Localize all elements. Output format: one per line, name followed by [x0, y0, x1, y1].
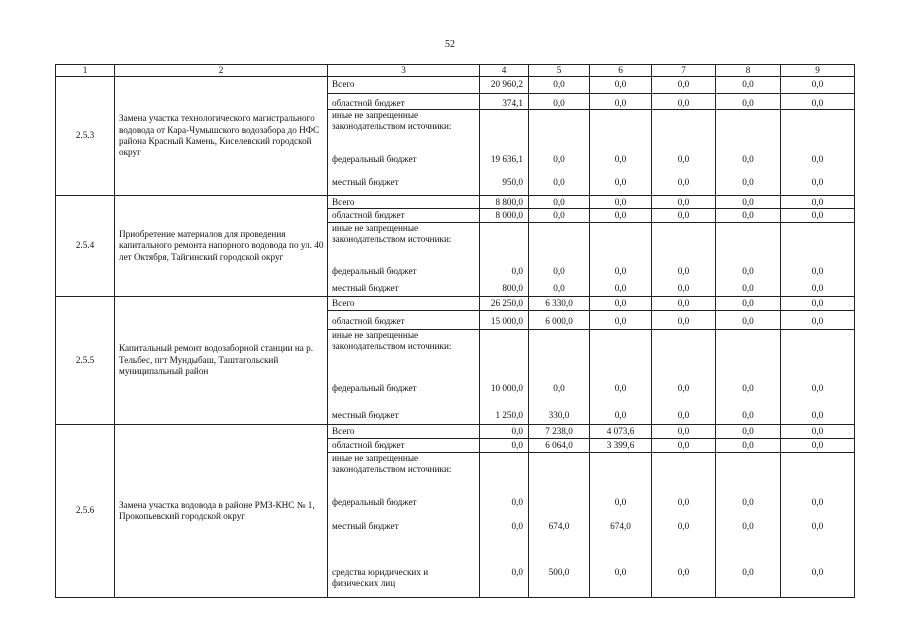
value-cell: 0,0 [652, 494, 716, 515]
value-cell [590, 110, 652, 149]
value-cell: 0,0 [716, 196, 781, 209]
value-cell: 0,0 [590, 196, 652, 209]
funding-source: Всего [328, 196, 480, 209]
value-cell: 0,0 [652, 77, 716, 94]
value-cell [781, 330, 855, 379]
value-cell: 674,0 [529, 515, 590, 539]
value-cell: 0,0 [590, 263, 652, 281]
page-number: 52 [445, 39, 455, 50]
value-cell: 0,0 [781, 494, 855, 515]
value-cell: 0,0 [652, 439, 716, 453]
value-cell [716, 453, 781, 494]
column-header: 8 [716, 65, 781, 77]
value-cell: 800,0 [480, 281, 529, 297]
value-cell: 4 073,6 [590, 425, 652, 439]
value-cell: 0,0 [529, 379, 590, 402]
value-cell: 0,0 [652, 196, 716, 209]
value-cell: 0,0 [590, 173, 652, 196]
funding-source: местный бюджет [328, 402, 480, 425]
value-cell: 0,0 [652, 263, 716, 281]
value-cell: 0,0 [716, 311, 781, 330]
value-cell: 10 000,0 [480, 379, 529, 402]
value-cell: 950,0 [480, 173, 529, 196]
funding-source: иные не запрещенные законодательством источники: [328, 453, 480, 494]
funding-source: федеральный бюджет [328, 149, 480, 173]
column-header: 6 [590, 65, 652, 77]
value-cell: 0,0 [480, 425, 529, 439]
funding-source: иные не запрещенные законодательством источники: [328, 110, 480, 149]
value-cell: 0,0 [781, 439, 855, 453]
funding-source: местный бюджет [328, 173, 480, 196]
value-cell: 0,0 [590, 379, 652, 402]
value-cell: 0,0 [529, 209, 590, 223]
value-cell: 0,0 [652, 379, 716, 402]
value-cell: 674,0 [590, 515, 652, 539]
value-cell: 1 250,0 [480, 402, 529, 425]
value-cell [480, 453, 529, 494]
value-cell: 0,0 [480, 515, 529, 539]
value-cell: 0,0 [529, 173, 590, 196]
column-header: 4 [480, 65, 529, 77]
value-cell: 0,0 [590, 209, 652, 223]
value-cell: 0,0 [716, 297, 781, 311]
value-cell: 0,0 [529, 94, 590, 110]
value-cell [590, 453, 652, 494]
value-cell: 0,0 [716, 425, 781, 439]
column-header: 1 [56, 65, 115, 77]
value-cell: 8 800,0 [480, 196, 529, 209]
row-title: Капитальный ремонт водозаборной станции на р. Тельбес, пгт Мундыбаш, Таштагольский муниципальный район [115, 297, 328, 425]
funding-source: иные не запрещенные законодательством источники: [328, 223, 480, 263]
value-cell: 0,0 [716, 402, 781, 425]
column-header: 7 [652, 65, 716, 77]
value-cell: 8 000,0 [480, 209, 529, 223]
value-cell: 0,0 [652, 149, 716, 173]
value-cell: 0,0 [716, 379, 781, 402]
value-cell: 0,0 [529, 149, 590, 173]
value-cell [652, 223, 716, 263]
value-cell [529, 223, 590, 263]
funding-source: Всего [328, 77, 480, 94]
value-cell: 0,0 [781, 209, 855, 223]
value-cell: 0,0 [480, 494, 529, 515]
value-cell: 0,0 [652, 94, 716, 110]
value-cell: 0,0 [529, 263, 590, 281]
value-cell [716, 110, 781, 149]
column-header: 5 [529, 65, 590, 77]
value-cell: 0,0 [652, 173, 716, 196]
value-cell: 6 330,0 [529, 297, 590, 311]
value-cell: 6 000,0 [529, 311, 590, 330]
value-cell: 0,0 [716, 439, 781, 453]
value-cell [781, 453, 855, 494]
value-cell [716, 330, 781, 379]
row-title: Замена участка водовода в районе РМЗ-КНС № 1, Прокопьевский городской округ [115, 425, 328, 598]
value-cell: 7 238,0 [529, 425, 590, 439]
funding-source: местный бюджет [328, 281, 480, 297]
value-cell: 0,0 [652, 281, 716, 297]
value-cell: 330,0 [529, 402, 590, 425]
value-cell [590, 330, 652, 379]
value-cell: 0,0 [652, 425, 716, 439]
value-cell: 0,0 [781, 173, 855, 196]
value-cell: 0,0 [716, 94, 781, 110]
value-cell: 0,0 [480, 439, 529, 453]
value-cell: 0,0 [781, 263, 855, 281]
column-header: 2 [115, 65, 328, 77]
value-cell: 3 399,6 [590, 439, 652, 453]
value-cell: 0,0 [480, 263, 529, 281]
row-code: 2.5.3 [56, 77, 115, 196]
value-cell: 0,0 [590, 311, 652, 330]
value-cell [652, 330, 716, 379]
column-header: 9 [781, 65, 855, 77]
value-cell: 0,0 [590, 77, 652, 94]
funding-source: иные не запрещенные законодательством источники: [328, 330, 480, 379]
value-cell: 0,0 [652, 311, 716, 330]
value-cell: 0,0 [716, 515, 781, 539]
value-cell: 0,0 [716, 494, 781, 515]
funding-source: Всего [328, 425, 480, 439]
value-cell [480, 223, 529, 263]
value-cell: 0,0 [480, 539, 529, 598]
value-cell: 0,0 [781, 196, 855, 209]
funding-source: федеральный бюджет [328, 379, 480, 402]
row-code: 2.5.6 [56, 425, 115, 598]
funding-source: областной бюджет [328, 439, 480, 453]
value-cell: 19 636,1 [480, 149, 529, 173]
value-cell: 0,0 [716, 539, 781, 598]
value-cell [529, 494, 590, 515]
value-cell [529, 110, 590, 149]
value-cell: 0,0 [716, 281, 781, 297]
value-cell [529, 330, 590, 379]
value-cell: 0,0 [781, 539, 855, 598]
value-cell: 0,0 [781, 281, 855, 297]
funding-source: федеральный бюджет [328, 494, 480, 515]
value-cell [590, 223, 652, 263]
value-cell: 500,0 [529, 539, 590, 598]
value-cell: 0,0 [781, 379, 855, 402]
value-cell: 374,1 [480, 94, 529, 110]
funding-source: областной бюджет [328, 311, 480, 330]
value-cell: 0,0 [781, 94, 855, 110]
row-title: Замена участка технологического магистрального водовода от Кара-Чумышского водозабора до НФС района Красный Камень, Киселевский городской округ [115, 77, 328, 196]
value-cell: 0,0 [781, 297, 855, 311]
value-cell: 0,0 [716, 263, 781, 281]
value-cell: 0,0 [652, 539, 716, 598]
value-cell: 0,0 [781, 515, 855, 539]
funding-source: средства юридических и физических лиц [328, 539, 480, 598]
funding-source: местный бюджет [328, 515, 480, 539]
value-cell: 0,0 [716, 77, 781, 94]
row-code: 2.5.4 [56, 196, 115, 297]
funding-source: областной бюджет [328, 209, 480, 223]
value-cell: 0,0 [529, 77, 590, 94]
value-cell: 6 064,0 [529, 439, 590, 453]
value-cell: 0,0 [652, 515, 716, 539]
value-cell: 0,0 [781, 77, 855, 94]
value-cell: 0,0 [781, 311, 855, 330]
value-cell: 0,0 [716, 149, 781, 173]
value-cell [652, 453, 716, 494]
value-cell: 0,0 [781, 425, 855, 439]
value-cell: 0,0 [590, 94, 652, 110]
value-cell: 0,0 [652, 297, 716, 311]
value-cell: 15 000,0 [480, 311, 529, 330]
value-cell: 0,0 [716, 209, 781, 223]
value-cell: 0,0 [529, 196, 590, 209]
value-cell: 0,0 [716, 173, 781, 196]
value-cell: 0,0 [652, 402, 716, 425]
funding-source: областной бюджет [328, 94, 480, 110]
funding-source: федеральный бюджет [328, 263, 480, 281]
funding-source: Всего [328, 297, 480, 311]
value-cell [480, 330, 529, 379]
value-cell: 26 250,0 [480, 297, 529, 311]
value-cell: 20 960,2 [480, 77, 529, 94]
value-cell: 0,0 [652, 209, 716, 223]
value-cell: 0,0 [590, 297, 652, 311]
value-cell: 0,0 [590, 149, 652, 173]
value-cell: 0,0 [590, 402, 652, 425]
value-cell [781, 110, 855, 149]
value-cell: 0,0 [529, 281, 590, 297]
value-cell: 0,0 [590, 281, 652, 297]
value-cell [652, 110, 716, 149]
value-cell: 0,0 [781, 149, 855, 173]
value-cell [716, 223, 781, 263]
value-cell [529, 453, 590, 494]
value-cell [781, 223, 855, 263]
value-cell: 0,0 [590, 539, 652, 598]
row-code: 2.5.5 [56, 297, 115, 425]
value-cell: 0,0 [781, 402, 855, 425]
value-cell [480, 110, 529, 149]
column-header: 3 [328, 65, 480, 77]
budget-table [55, 64, 855, 598]
row-title: Приобретение материалов для проведения капитального ремонта напорного водовода по ул. 40 лет Октября, Тайгинский городской округ [115, 196, 328, 297]
value-cell: 0,0 [590, 494, 652, 515]
